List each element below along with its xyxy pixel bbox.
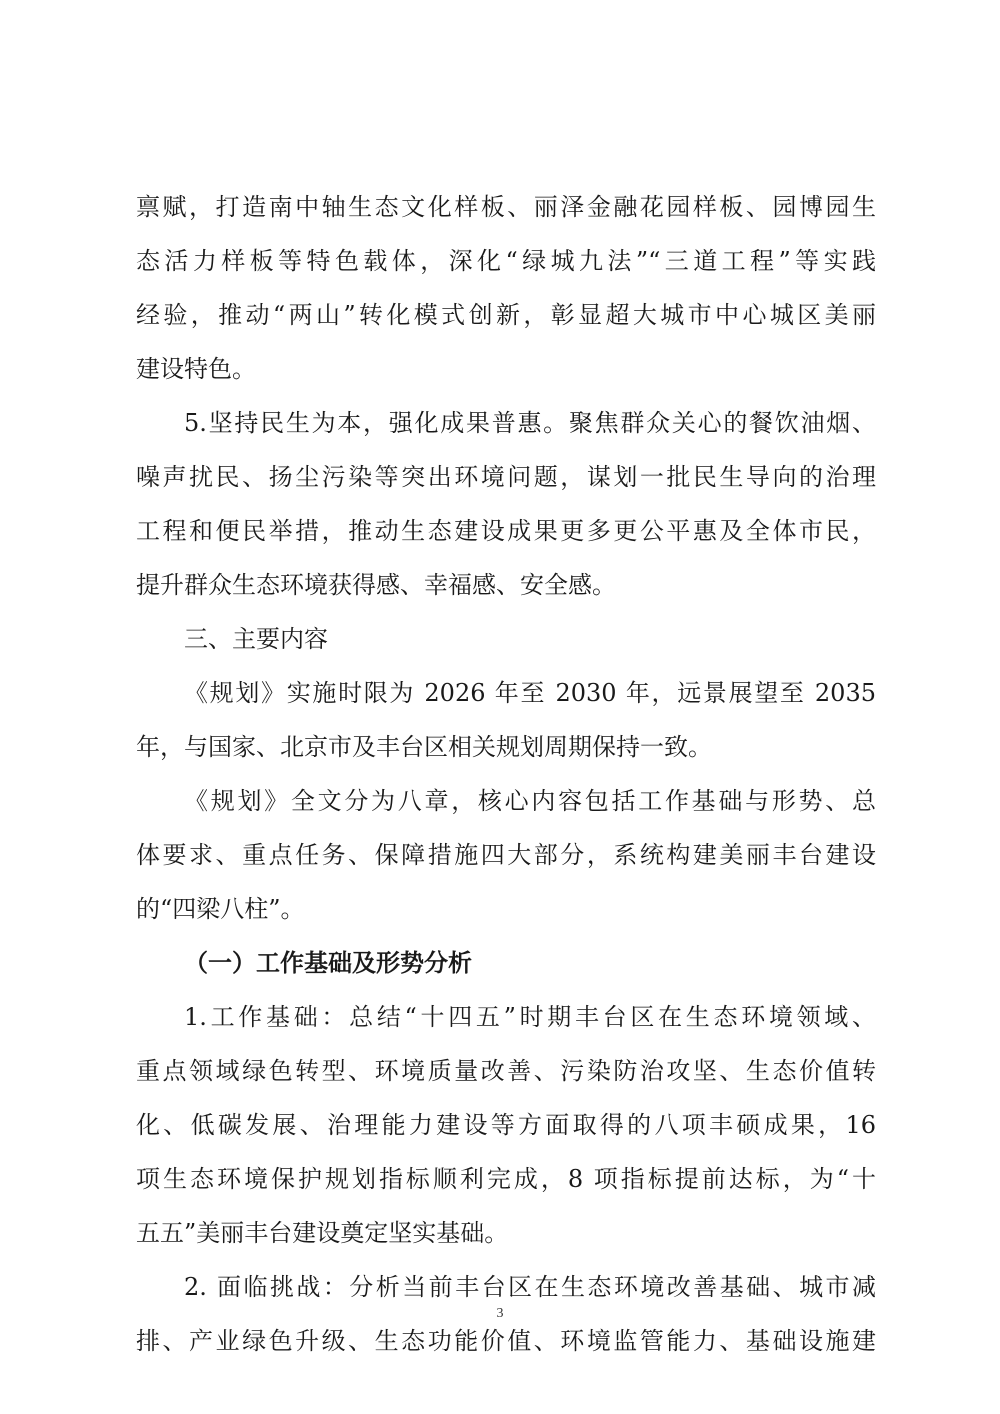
text-line: 化、低碳发展、治理能力建设等方面取得的八项丰硕成果，16 bbox=[136, 1111, 876, 1139]
text-line: 《规划》实施时限为 2026 年至 2030 年，远景展望至 2035 bbox=[184, 679, 876, 707]
text-line: 经验，推动“两山”转化模式创新，彰显超大城市中心城区美丽 bbox=[136, 301, 876, 329]
text-line: 噪声扰民、扬尘污染等突出环境问题，谋划一批民生导向的治理 bbox=[136, 463, 876, 491]
text-line: 重点领域绿色转型、环境质量改善、污染防治攻坚、生态价值转 bbox=[136, 1057, 876, 1085]
text-line: 的“四梁八柱”。 bbox=[136, 895, 305, 923]
paragraph-structure bbox=[136, 774, 876, 936]
text-line: 禀赋，打造南中轴生态文化样板、丽泽金融花园样板、园博园生 bbox=[136, 193, 876, 221]
text-line: 态活力样板等特色载体，深化“绿城九法”“三道工程”等实践 bbox=[136, 247, 876, 275]
text-line: 《规划》全文分为八章，核心内容包括工作基础与形势、总 bbox=[184, 787, 876, 815]
text-line: 排、产业绿色升级、生态功能价值、环境监管能力、基础设施建 bbox=[136, 1327, 876, 1355]
page-body bbox=[136, 180, 876, 1368]
text-line: 提升群众生态环境获得感、幸福感、安全感。 bbox=[136, 571, 616, 599]
text-line: 年，与国家、北京市及丰台区相关规划周期保持一致。 bbox=[136, 733, 712, 761]
subsection-heading: （一）工作基础及形势分析 bbox=[184, 948, 472, 977]
paragraph-work-foundation bbox=[136, 990, 876, 1260]
text-line: 工程和便民举措，推动生态建设成果更多更公平惠及全体市民， bbox=[136, 517, 876, 545]
paragraph-time-limit bbox=[136, 666, 876, 774]
text-line: 1.工作基础：总结“十四五”时期丰台区在生态环境领域、 bbox=[184, 1003, 876, 1031]
paragraph-principle-5 bbox=[136, 396, 876, 612]
text-line: 建设特色。 bbox=[136, 355, 256, 383]
text-line: 项生态环境保护规划指标顺利完成，8 项指标提前达标，为“十 bbox=[136, 1165, 876, 1193]
page-number: 3 bbox=[496, 1306, 504, 1321]
text-line: 体要求、重点任务、保障措施四大部分，系统构建美丽丰台建设 bbox=[136, 841, 876, 869]
text-line: 5.坚持民生为本，强化成果普惠。聚焦群众关心的餐饮油烟、 bbox=[184, 409, 876, 437]
text-line: 五五”美丽丰台建设奠定坚实基础。 bbox=[136, 1219, 509, 1247]
paragraph-continuation bbox=[136, 180, 876, 396]
text-line: 2. 面临挑战：分析当前丰台区在生态环境改善基础、城市减 bbox=[184, 1273, 876, 1301]
section-heading: 三、主要内容 bbox=[184, 625, 328, 653]
